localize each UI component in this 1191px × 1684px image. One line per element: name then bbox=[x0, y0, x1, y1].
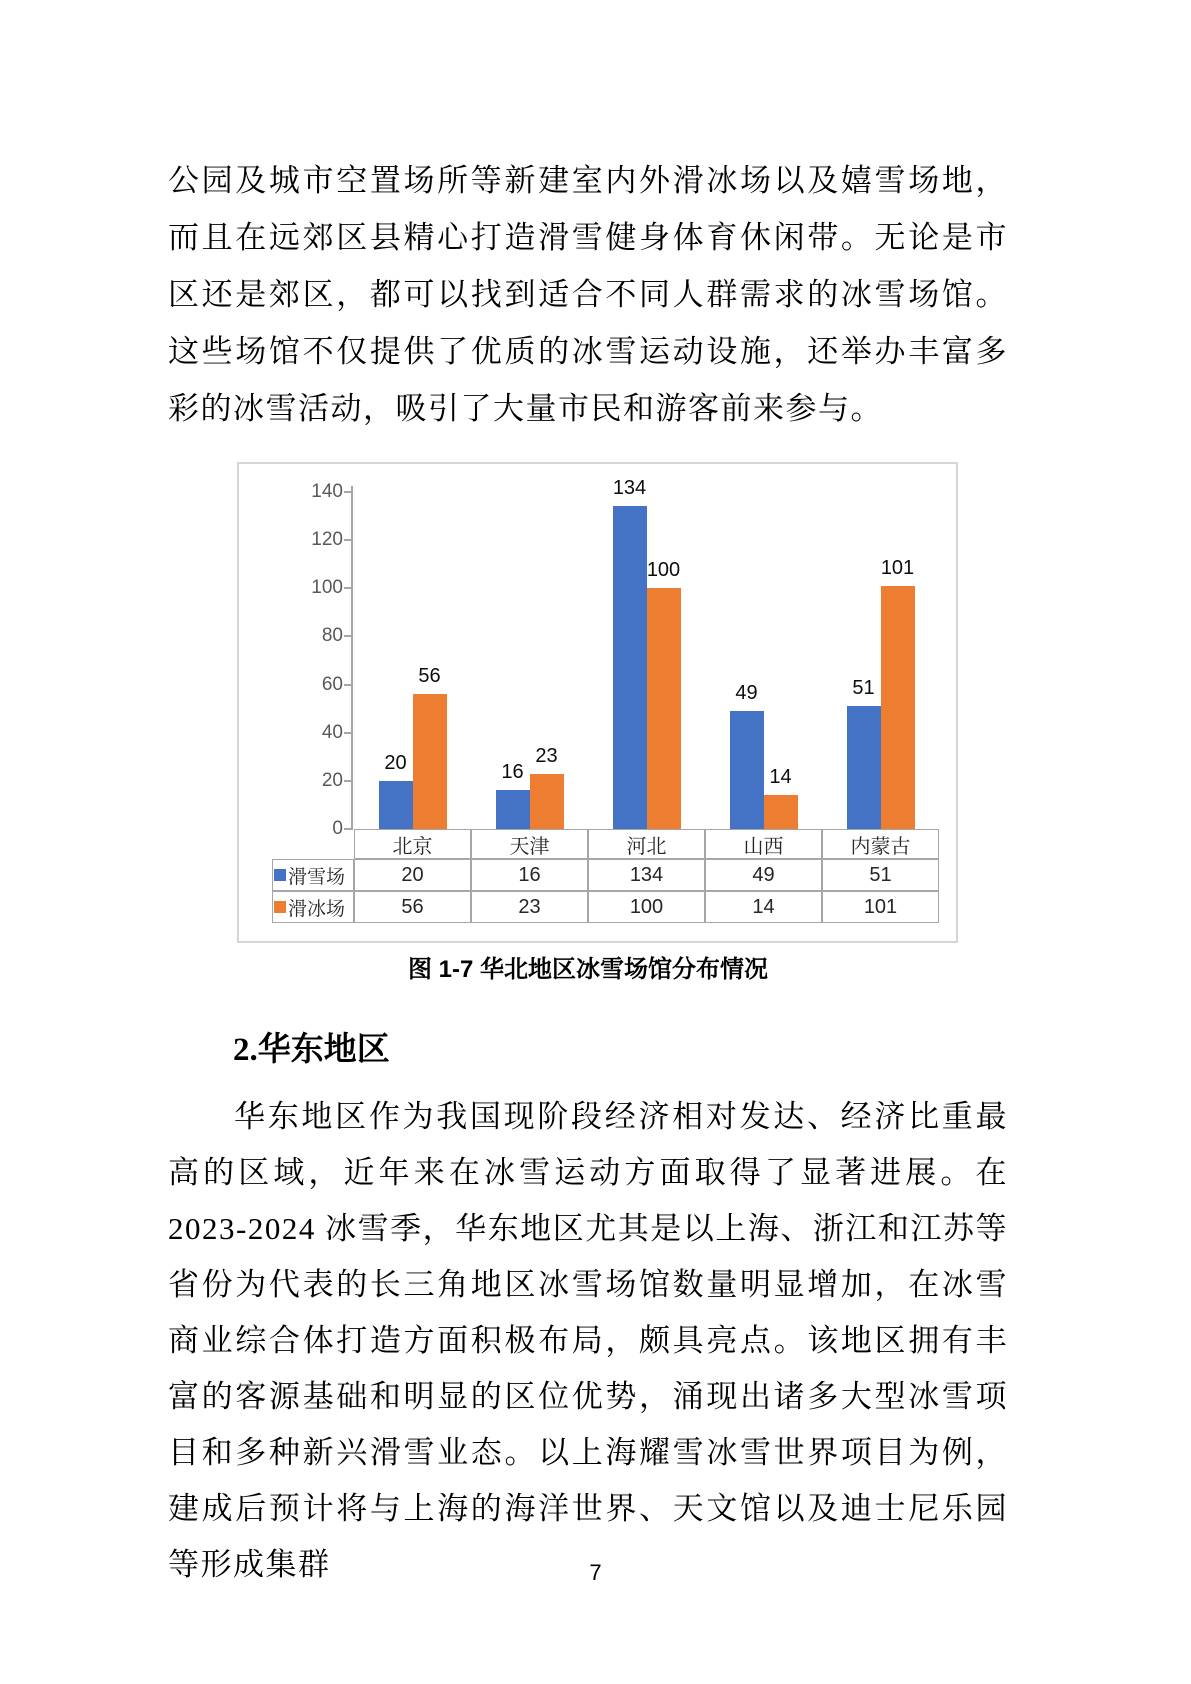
chart-canvas bbox=[239, 464, 956, 941]
bar-滑冰场-内蒙古 bbox=[881, 586, 915, 829]
bar-滑冰场-北京 bbox=[413, 694, 447, 829]
bar-滑雪场-内蒙古 bbox=[847, 706, 881, 829]
bar-滑冰场-河北 bbox=[647, 588, 681, 829]
figure-caption: 图 1-7 华北地区冰雪场馆分布情况 bbox=[407, 956, 769, 983]
y-tick-label: 60 bbox=[321, 673, 343, 695]
legend-label: 滑雪场 bbox=[288, 866, 346, 888]
y-tick-label: 120 bbox=[311, 529, 343, 551]
bar-value-label: 14 bbox=[769, 766, 792, 789]
legend-cell bbox=[272, 891, 354, 923]
bar-value-label: 56 bbox=[418, 665, 441, 688]
bar-chart-figure bbox=[237, 462, 958, 943]
table-header-cell: 北京 bbox=[354, 829, 471, 859]
table-value-cell: 16 bbox=[471, 859, 588, 891]
table-header-cell: 山西 bbox=[705, 829, 822, 859]
table-header-cell: 河北 bbox=[588, 829, 705, 859]
legend-cell bbox=[272, 859, 354, 891]
table-value-cell: 23 bbox=[471, 891, 588, 923]
table-header-cell: 天津 bbox=[471, 829, 588, 859]
paragraph-body: 华东地区作为我国现阶段经济相对发达、经济比重最高的区域，近年来在冰雪运动方面取得了显著进展。在2023-2024 冰雪季，华东地区尤其是以上海、浙江和江苏等省份为代表的长三角地区冰雪场馆数量明显增加，在冰雪商业综合体打造方面积极布局，颇具亮点。该地区拥有丰富的客源基础和明显的区位优势，涌现出诸多大型冰雪项目和多种新兴滑雪业态。以上海耀雪冰雪世界项目为例，建成后预计将与上海的海洋世界、天文馆以及迪士尼乐园等形成集群 bbox=[168, 1099, 1008, 1582]
bar-value-label: 16 bbox=[501, 761, 524, 784]
bar-value-label: 134 bbox=[612, 477, 647, 500]
table-value-cell: 20 bbox=[354, 859, 471, 891]
y-tick-label: 80 bbox=[321, 625, 343, 647]
table-header-cell: 内蒙古 bbox=[822, 829, 939, 859]
bar-value-label: 51 bbox=[852, 677, 875, 700]
y-tick-mark bbox=[344, 635, 353, 637]
table-value-cell: 56 bbox=[354, 891, 471, 923]
y-tick-label: 20 bbox=[321, 769, 343, 791]
y-tick-label: 100 bbox=[311, 577, 343, 599]
y-tick-label: 140 bbox=[311, 481, 343, 502]
chart-table bbox=[272, 829, 939, 923]
bar-滑冰场-天津 bbox=[530, 774, 564, 829]
page-number: 7 bbox=[589, 1560, 602, 1585]
y-tick-mark bbox=[344, 491, 353, 493]
bar-value-label: 23 bbox=[535, 744, 558, 767]
y-tick-mark bbox=[344, 732, 353, 734]
legend-label: 滑冰场 bbox=[288, 898, 346, 920]
bar-滑雪场-河北 bbox=[613, 506, 647, 829]
y-tick-mark bbox=[344, 684, 353, 686]
table-value-cell: 134 bbox=[588, 859, 705, 891]
bar-滑冰场-山西 bbox=[764, 795, 798, 829]
y-axis-line bbox=[351, 486, 353, 829]
table-value-cell: 51 bbox=[822, 859, 939, 891]
y-tick-label: 40 bbox=[321, 721, 343, 743]
table-value-cell: 49 bbox=[705, 859, 822, 891]
bar-value-label: 20 bbox=[384, 751, 407, 774]
y-tick-mark bbox=[344, 539, 353, 541]
legend-swatch-icon bbox=[274, 869, 286, 881]
paragraph-top: 公园及城市空置场所等新建室内外滑冰场以及嬉雪场地，而且在远郊区县精心打造滑雪健身体育休闲带。无论是市区还是郊区，都可以找到适合不同人群需求的冰雪场馆。这些场馆不仅提供了优质的冰雪运动设施，还举办丰富多彩的冰雪活动，吸引了大量市民和游客前来参与。 bbox=[168, 163, 1008, 426]
y-tick-mark bbox=[344, 828, 353, 830]
y-tick-mark bbox=[344, 587, 353, 589]
bar-value-label: 100 bbox=[646, 559, 681, 582]
bar-滑雪场-北京 bbox=[379, 781, 413, 829]
table-value-cell: 100 bbox=[588, 891, 705, 923]
table-value-cell: 14 bbox=[705, 891, 822, 923]
bar-value-label: 101 bbox=[880, 556, 915, 579]
y-tick-mark bbox=[344, 780, 353, 782]
y-tick-label: 0 bbox=[332, 818, 343, 839]
bar-value-label: 49 bbox=[735, 682, 758, 705]
legend-swatch-icon bbox=[274, 901, 286, 913]
table-value-cell: 101 bbox=[822, 891, 939, 923]
bar-滑雪场-天津 bbox=[496, 790, 530, 829]
section-heading: 2.华东地区 bbox=[233, 1032, 390, 1068]
